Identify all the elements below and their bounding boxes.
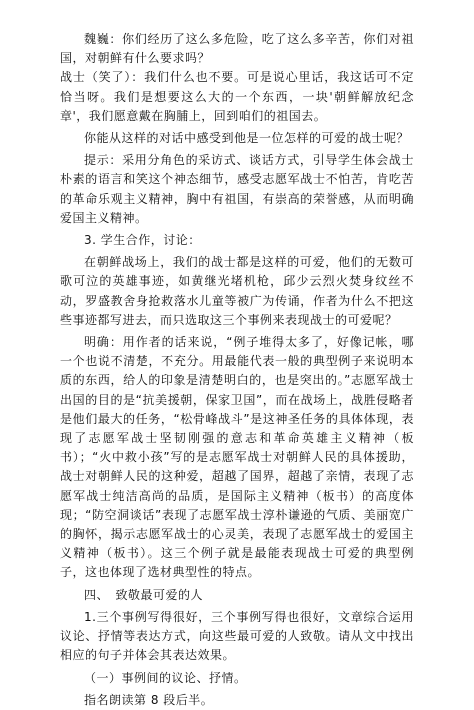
dialogue-answer: 战士（笑了）：我们什么也不要。可是说心里话，我这话可不定恰当呀。我们是想要这么大的一个东西，一块'朝鲜解放纪念章'，我们愿意戴在胸脯上，回到咱们的祖国去。 <box>60 70 414 123</box>
clarification-paragraph: 明确：用作者的话来说，“例子堆得太多了，好像记帐，哪一个也说不清楚，不充分。用最能代表一般的典型例子来说明本质的东西，给人的印象是清楚明白的，也是突出的。”志愿军战士出国的目的是“抗美援朝，保家卫国”，而在战场上，战胜侵略者是他们最大的任务，“松骨峰战斗”是这神圣任务的具体体现，表现了志愿军战士坚韧刚强的意志和革命英雄主义精神（板书）；“火中救小孩”写的是志愿军战士对朝鲜人民的具体援助，战士对朝鲜人民的这种爱，超越了国界，超越了亲情，表现了志愿军战士纯洁高尚的品质，是国际主义精神（板书）的高度体现；“防空洞谈话”表现了志愿军战士淳朴谦逊的气质、美丽宽广的胸怀，揭示志愿军战士的心灵美，表现了志愿军战士的爱国主义精神（板书）。这三个例子就是最能表现战士可爱的典型例子，这也体现了选材典型性的特点。 <box>60 335 414 580</box>
section-heading: 四、 致敬最可爱的人 <box>84 587 204 602</box>
teaching-hint: 提示：采用分角色的采访式、谈话方式，引导学生体会战士朴素的语言和笑这个神态细节，感受志愿军战士不怕苦，肯吃苦的革命乐观主义精神，胸中有祖国，有崇高的荣誉感，从而明确爱国主义精神。 <box>60 153 414 225</box>
subsection-heading: （一）事例间的议论、抒情。 <box>84 670 247 685</box>
question-prompt: 你能从这样的对话中感受到他是一位怎样的可爱的战士呢？ <box>84 131 410 146</box>
dialogue-question: 魏巍：你们经历了这么多危险，吃了这么多辛苦，你们对祖国，对朝鲜有什么要求吗？ <box>60 32 414 66</box>
discussion-paragraph: 在朝鲜战场上，我们的战士都是这样的可爱，他们的无数可歌可泣的英雄事迹，如黄继光堵机枪，邱少云烈火焚身纹丝不动，罗盛教舍身抢救落水儿童等被广为传诵，作者为什么不把这些事迹都写进去，而只选取这三个事例来表现战士的可爱呢？ <box>60 255 414 327</box>
task-paragraph: 1.三个事例写得很好，三个事例写得也很好，文章综合运用议论、抒情等表达方式，向这些最可爱的人致敬。请从文中找出相应的句子并体会其表达效果。 <box>60 609 414 663</box>
step-heading: 3. 学生合作，讨论： <box>84 233 201 248</box>
reading-instruction: 指名朗读第 8 段后半。 <box>84 692 214 707</box>
